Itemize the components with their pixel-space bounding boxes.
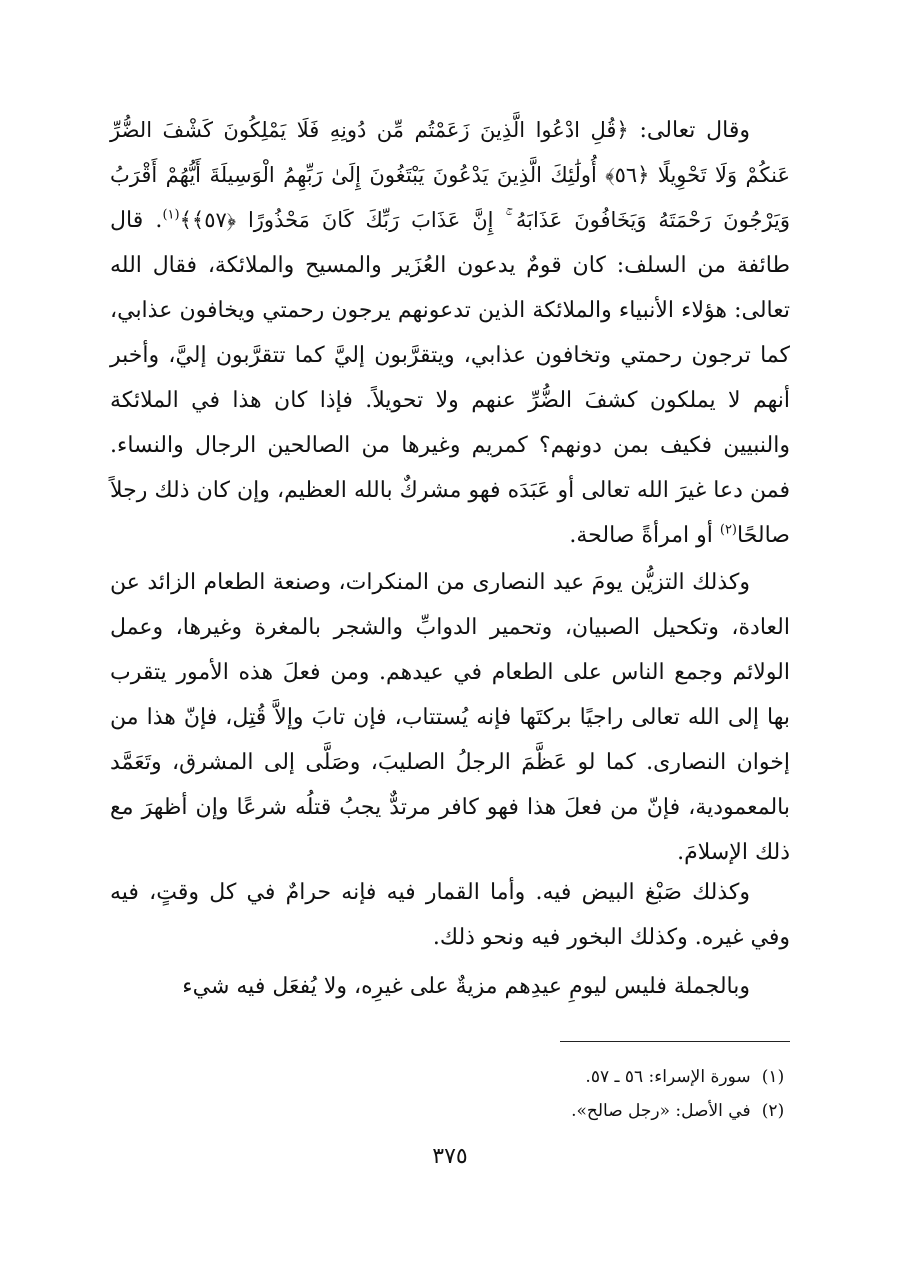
footnote-number: (٢)	[761, 1101, 785, 1121]
paragraph-text: وكذلك التزيُّن يومَ عيد النصارى من المنكرات، وصنعة الطعام الزائد عن العادة، وتكحيل الصبيان، وتحمير الدوابِّ والشجر بالمغرة وغيرها، وعمل الولائم وجمع الناس على الطعام في عيدهم. ومن فعلَ هذه الأمور يتقرب بها إلى الله تعالى راجيًا بركتَها فإنه يُستتاب، فإن تابَ وإلاَّ قُتِل، فإنّ هذا من إخوان النصارى. كما لو عَظَّمَ الرجلُ الصليبَ، وصَلَّى إلى المشرق، وتَعَمَّد بالمعمودية، فإنّ من فعلَ هذا فهو كافر مرتدٌّ يجبُ قتلُه شرعًا وإن أظهرَ مع ذلك الإسلامَ.	[110, 570, 790, 865]
footnote-ref-2[interactable]: (٢)	[719, 522, 737, 538]
footnote-text: سورة الإسراء: ٥٦ ـ ٥٧.	[585, 1067, 751, 1087]
paragraph-intro: وقال تعالى:	[628, 118, 750, 143]
footnote-ref-1[interactable]: (١)	[162, 207, 180, 223]
quran-verse: ﴿قُلِ ادْعُوا الَّذِينَ زَعَمْتُم مِّن دُونِهِ فَلَا يَمْلِكُونَ كَشْفَ الضُّرِّ عَنكُمْ وَلَا تَحْوِيلًا ﴿٥٦﴾ أُولَٰئِكَ الَّذِينَ يَدْعُونَ يَبْتَغُونَ إِلَىٰ رَبِّهِمُ الْوَسِيلَةَ أَيُّهُمْ أَقْرَبُ وَيَرْجُونَ رَحْمَتَهُ وَيَخَافُونَ عَذَابَهُ ۚ إِنَّ عَذَابَ رَبِّكَ كَانَ مَحْذُورًا ﴿٥٧﴾﴾	[110, 118, 790, 232]
footnote-text: في الأصل: «رجل صالح».	[571, 1101, 751, 1121]
footnote-2	[110, 1098, 790, 1124]
paragraph-text: وكذلك صَبْغ البيض فيه. وأما القمار فيه فإنه حرامٌ في كل وقتٍ، فيه وفي غيره. وكذلك البخور فيه ونحو ذلك.	[110, 880, 790, 950]
footnote-number: (١)	[761, 1067, 785, 1087]
body-paragraph-1	[110, 108, 790, 558]
footnote-1	[110, 1064, 790, 1090]
body-paragraph-3	[110, 870, 790, 960]
paragraph-text: وبالجملة فليس ليومِ عيدِهم مزيةٌ على غيرِه، ولا يُفعَل فيه شيء	[182, 974, 750, 999]
body-paragraph-2	[110, 560, 790, 875]
paragraph-text: . قال طائفة من السلف: كان قومٌ يدعون العُزَير والمسيح والملائكة، فقال الله تعالى: هؤلاء الأنبياء والملائكة الذين تدعونهم يرجون رحمتي ويخافون عذابي، كما ترجون رحمتي وتخافون عذابي، ويتقرَّبون إليَّ كما تتقرَّبون إليَّ، وأخبر أنهم لا يملكون كشفَ الضُّرِّ عنهم ولا تحويلاً. فإذا كان هذا في الملائكة والنبيين فكيف بمن دونهم؟ كمريم وغيرها من الصالحين الرجال والنساء. فمن دعا غيرَ الله تعالى أو عَبَدَه فهو مشركٌ بالله العظيم، وإن كان ذلك رجلاً صالحًا	[110, 208, 790, 548]
body-paragraph-4	[110, 964, 790, 1009]
footnote-divider	[560, 1041, 790, 1042]
page-number: ٣٧٥	[432, 1144, 468, 1169]
paragraph-end: أو امرأةً صالحة.	[569, 523, 720, 548]
